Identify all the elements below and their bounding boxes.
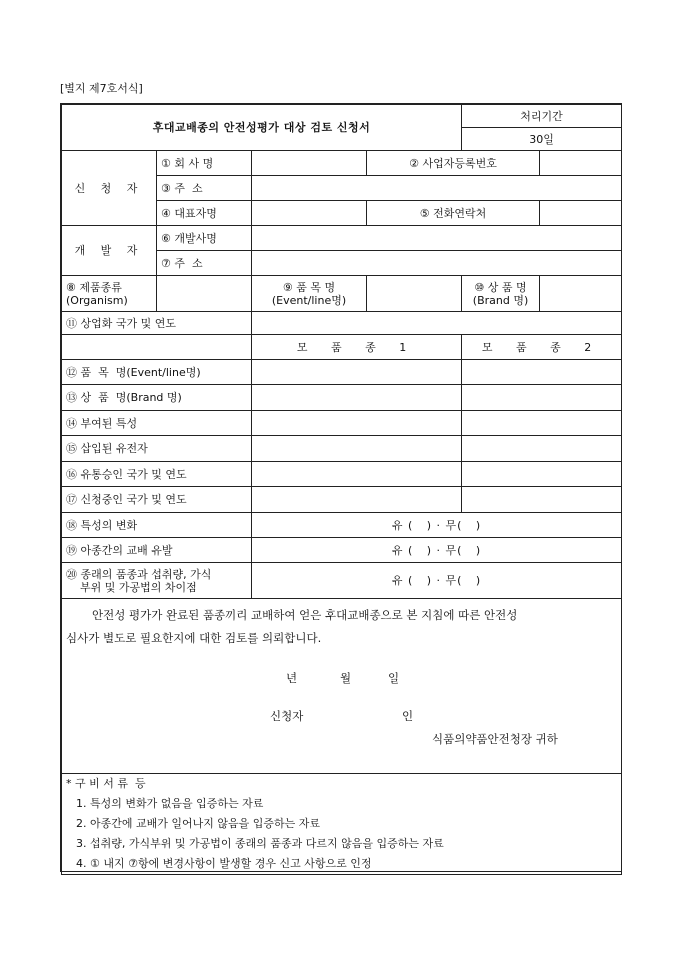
form-title: 후대교배종의 안전성평가 대상 검토 신청서 (62, 105, 462, 151)
brand-field[interactable] (540, 276, 622, 312)
event-name-parent1-field[interactable] (252, 360, 462, 385)
inserted-gene-row-label: ⑮ 삽입된 유전자 (62, 436, 252, 462)
required-documents-heading: * 구 비 서 류 등 (66, 777, 146, 790)
trait-parent2-field[interactable] (462, 411, 622, 436)
difference-label-line2: 부위 및 가공법의 차이점 (80, 580, 197, 594)
addressee: 식품의약품안전청장 귀하 (432, 732, 558, 746)
phone-field[interactable] (540, 201, 622, 226)
date-day-label: 일 (388, 671, 400, 685)
approved-country-row-label: ⑯ 유통승인 국가 및 연도 (62, 462, 252, 487)
date-year-label: 년 (286, 671, 298, 685)
parent-header-blank (62, 335, 252, 360)
trait-parent1-field[interactable] (252, 411, 462, 436)
application-form (60, 103, 622, 872)
pending-country-parent2-field[interactable] (462, 487, 622, 513)
developer-name-label: ⑥ 개발사명 (157, 226, 252, 251)
brand-name-parent1-field[interactable] (252, 385, 462, 411)
event-name-parent2-field[interactable] (462, 360, 622, 385)
required-document-item: 3. 섭취량, 가식부위 및 가공법이 종래의 품종과 다르지 않음을 입증하는 자료 (76, 837, 444, 850)
event-label (252, 276, 367, 312)
processing-period-label: 처리기간 (462, 105, 622, 128)
phone-label: ⑤ 전화연락처 (367, 201, 540, 226)
organism-label-text: ⑧ 제품종류 (66, 280, 122, 294)
developer-address-field[interactable] (252, 251, 622, 276)
difference-choice[interactable]: 유 ( ) · 무( ) (252, 563, 622, 599)
applicant-address-field[interactable] (252, 176, 622, 201)
applicant-section-label: 신 청 자 (62, 151, 157, 226)
processing-period-value: 30일 (462, 128, 622, 151)
trait-change-label: ⑱ 특성의 변화 (62, 513, 252, 538)
company-name-field[interactable] (252, 151, 367, 176)
brand-label-text: ⑩ 상 품 명 (474, 280, 527, 294)
difference-label (62, 563, 252, 599)
form-table (61, 104, 622, 875)
pending-country-row-label: ⑰ 신청중인 국가 및 연도 (62, 487, 252, 513)
organism-label (62, 276, 157, 312)
business-reg-no-field[interactable] (540, 151, 622, 176)
organism-label-sub: (Organism) (66, 293, 128, 307)
brand-name-row-label: ⑬ 상 품 명(Brand 명) (62, 385, 252, 411)
commercial-country-field[interactable] (252, 312, 622, 335)
applicant-address-text: ③ 주 소 (161, 181, 203, 195)
signature-seal-label: 인 (402, 709, 414, 723)
required-document-item: 4. ① 내지 ⑦항에 변경사항이 발생할 경우 신고 사항으로 인정 (76, 857, 372, 870)
form-label: [별지 제7호서식] (60, 82, 143, 95)
signature-applicant-label: 신청자 (270, 709, 304, 723)
business-reg-no-label: ② 사업자등록번호 (367, 151, 540, 176)
event-name-row-label: ⑫ 품 목 명(Event/line명) (62, 360, 252, 385)
statement-block (62, 599, 622, 774)
event-label-sub: (Event/line명) (271, 293, 347, 307)
statement-line1: 안전성 평가가 완료된 품종끼리 교배하여 얻은 후대교배종으로 본 지침에 따른 안전성 (92, 608, 518, 622)
inserted-gene-parent1-field[interactable] (252, 436, 462, 462)
trait-change-choice[interactable]: 유 ( ) · 무( ) (252, 513, 622, 538)
representative-field[interactable] (252, 201, 367, 226)
statement-line2: 심사가 별도로 필요한지에 대한 검토를 의뢰합니다. (66, 631, 322, 645)
organism-field[interactable] (157, 276, 252, 312)
date-month-label: 월 (340, 671, 352, 685)
company-name-label: ① 회 사 명 (157, 151, 252, 176)
brand-name-parent2-field[interactable] (462, 385, 622, 411)
brand-label (462, 276, 540, 312)
commercial-country-label: ⑪ 상업화 국가 및 연도 (62, 312, 252, 335)
applicant-address-label (157, 176, 252, 201)
pending-country-parent1-field[interactable] (252, 487, 462, 513)
subspecies-cross-choice[interactable]: 유 ( ) · 무( ) (252, 538, 622, 563)
parent1-header: 모 품 종 1 (252, 335, 462, 360)
representative-label: ④ 대표자명 (157, 201, 252, 226)
event-field[interactable] (367, 276, 462, 312)
developer-address-text: ⑦ 주 소 (161, 256, 203, 270)
required-document-item: 1. 특성의 변화가 없음을 입증하는 자료 (76, 797, 264, 810)
approved-country-parent1-field[interactable] (252, 462, 462, 487)
developer-name-field[interactable] (252, 226, 622, 251)
required-documents (62, 774, 622, 875)
parent2-header: 모 품 종 2 (462, 335, 622, 360)
difference-label-line1: ⑳ 종래의 품종과 섭취량, 가식 (66, 567, 212, 581)
required-document-item: 2. 아종간에 교배가 일어나지 않음을 입증하는 자료 (76, 817, 320, 830)
approved-country-parent2-field[interactable] (462, 462, 622, 487)
trait-row-label: ⑭ 부여된 특성 (62, 411, 252, 436)
inserted-gene-parent2-field[interactable] (462, 436, 622, 462)
subspecies-cross-label: ⑲ 아종간의 교배 유발 (62, 538, 252, 563)
developer-section-label: 개 발 자 (62, 226, 157, 276)
event-label-text: ⑨ 품 목 명 (282, 280, 336, 294)
developer-address-label (157, 251, 252, 276)
brand-label-sub: (Brand 명) (472, 293, 529, 307)
